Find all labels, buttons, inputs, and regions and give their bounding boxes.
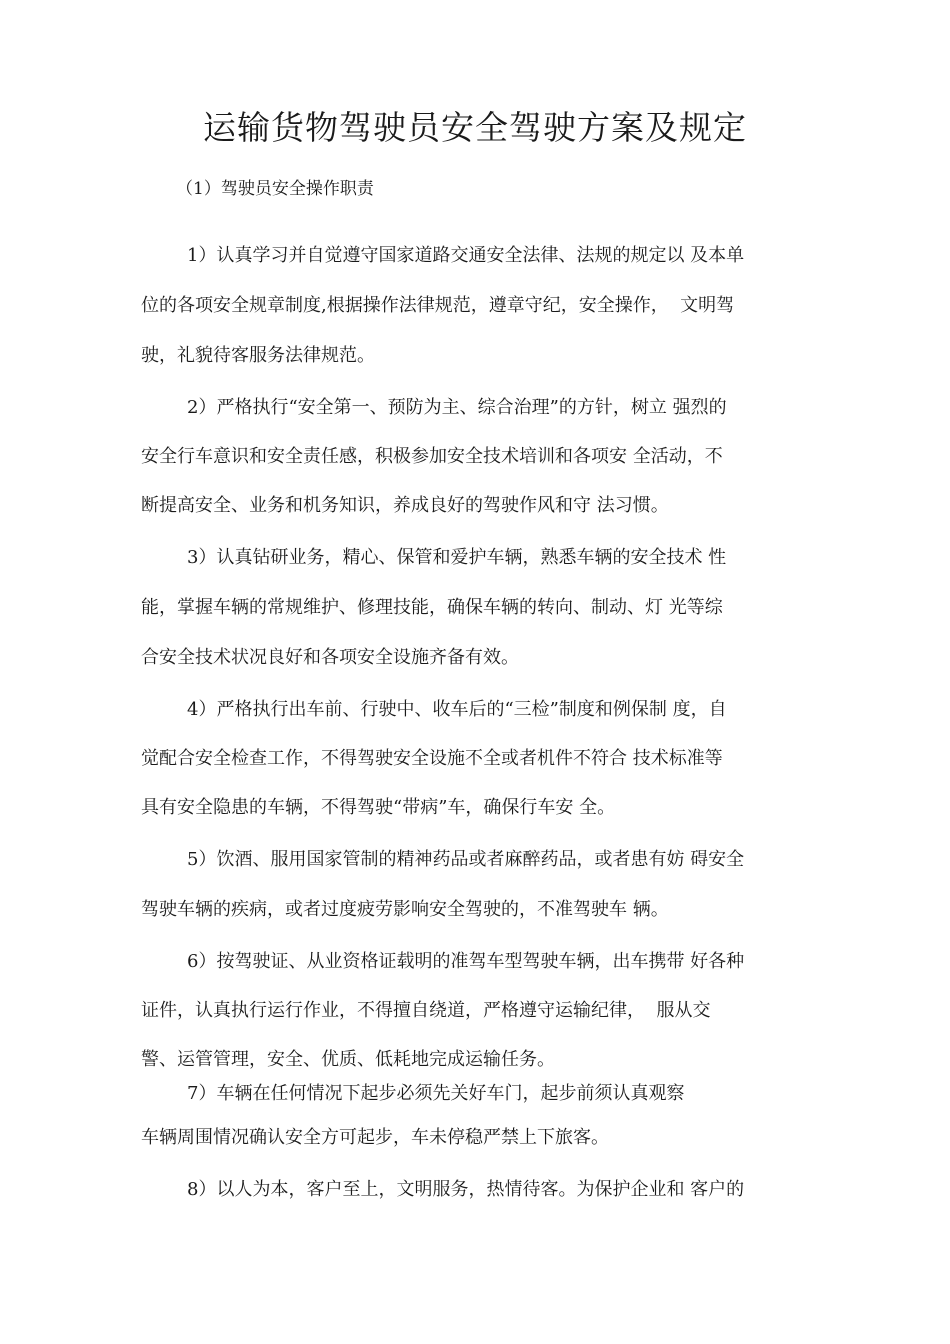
text-line: 驶，礼貌待客服务法律规范。 bbox=[141, 345, 375, 366]
text-line: 证件，认真执行运行作业，不得擅自绕道，严格遵守运输纪律， 服从交 bbox=[141, 1000, 711, 1021]
document-title: 运输货物驾驶员安全驾驶方案及规定 bbox=[203, 108, 747, 147]
text-line: 断提高安全、业务和机务知识，养成良好的驾驶作风和守 法习惯。 bbox=[141, 495, 669, 516]
text-line: 5）饮酒、服用国家管制的精神药品或者麻醉药品，或者患有妨 碍安全 bbox=[187, 849, 745, 870]
text-line: 能，掌握车辆的常规维护、修理技能，确保车辆的转向、制动、灯 光等综 bbox=[141, 597, 723, 618]
text-line: 2）严格执行“安全第一、预防为主、综合治理”的方针，树立 强烈的 bbox=[187, 397, 727, 418]
text-line: 驾驶车辆的疾病，或者过度疲劳影响安全驾驶的，不准驾驶车 辆。 bbox=[141, 899, 669, 920]
text-line: 8）以人为本，客户至上，文明服务，热情待客。为保护企业和 客户的 bbox=[187, 1179, 745, 1200]
text-line: 合安全技术状况良好和各项安全设施齐备有效。 bbox=[141, 647, 519, 668]
section-heading: （1）驾驶员安全操作职责 bbox=[176, 179, 374, 199]
text-line: 7）车辆在任何情况下起步必须先关好车门，起步前须认真观察 bbox=[187, 1083, 685, 1104]
text-line: 4）严格执行出车前、行驶中、收车后的“三检”制度和例保制 度，自 bbox=[187, 699, 727, 720]
text-line: 3）认真钻研业务，精心、保管和爱护车辆，熟悉车辆的安全技术 性 bbox=[187, 547, 727, 568]
text-line: 觉配合安全检查工作，不得驾驶安全设施不全或者机件不符合 技术标准等 bbox=[141, 748, 723, 769]
text-line: 1）认真学习并自觉遵守国家道路交通安全法律、法规的规定以 及本单 bbox=[187, 245, 745, 266]
text-line: 安全行车意识和安全责任感，积极参加安全技术培训和各项安 全活动，不 bbox=[141, 446, 723, 467]
text-line: 位的各项安全规章制度,根据操作法律规范，遵章守纪，安全操作， 文明驾 bbox=[141, 295, 735, 316]
text-line: 车辆周围情况确认安全方可起步，车未停稳严禁上下旅客。 bbox=[141, 1127, 609, 1148]
text-line: 具有安全隐患的车辆，不得驾驶“带病”车，确保行车安 全。 bbox=[141, 797, 616, 818]
text-line: 6）按驾驶证、从业资格证载明的准驾车型驾驶车辆，出车携带 好各种 bbox=[187, 951, 745, 972]
text-line: 警、运管管理，安全、优质、低耗地完成运输任务。 bbox=[141, 1049, 555, 1070]
